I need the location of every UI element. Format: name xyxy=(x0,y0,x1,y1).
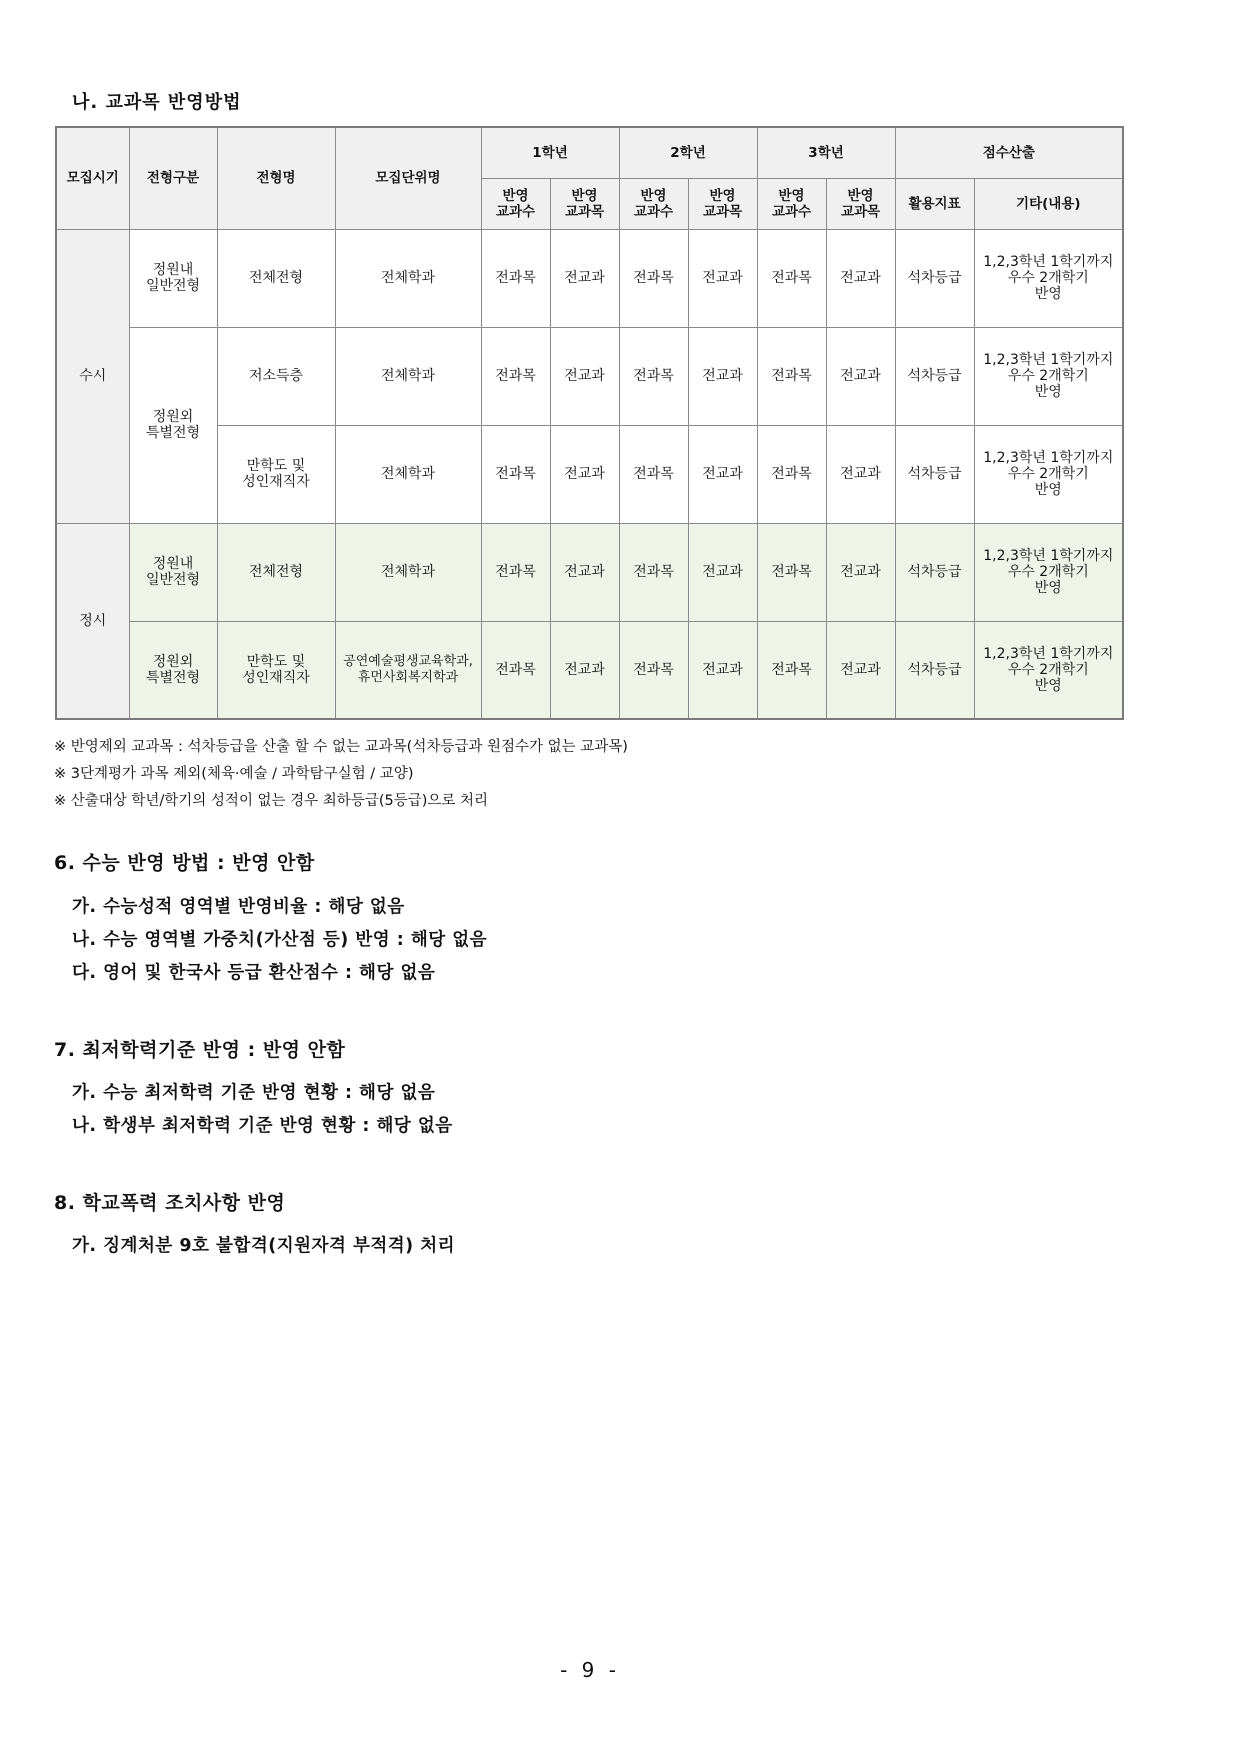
count-cell: 전과목 xyxy=(619,523,688,621)
count-cell: 전과목 xyxy=(619,425,688,523)
page-number: - 9 - xyxy=(560,1658,620,1682)
subject-cell: 전교과 xyxy=(688,229,757,327)
note-line: ※ 산출대상 학년/학기의 성적이 없는 경우 최하등급(5등급)으로 처리 xyxy=(54,793,489,809)
table-row xyxy=(56,327,1123,425)
header-indicator: 활용지표 xyxy=(895,178,974,229)
count-cell: 전과목 xyxy=(481,523,550,621)
count-cell: 전과목 xyxy=(757,425,826,523)
header-subject-2: 반영 교과목 xyxy=(688,178,757,229)
subject-cell: 전교과 xyxy=(550,523,619,621)
subject-cell: 전교과 xyxy=(550,621,619,719)
table-row xyxy=(56,425,1123,523)
header-count-3: 반영 교과수 xyxy=(757,178,826,229)
name-cell: 만학도 및 성인재직자 xyxy=(217,621,335,719)
indicator-cell: 석차등급 xyxy=(895,621,974,719)
count-cell: 전과목 xyxy=(619,621,688,719)
table-notes xyxy=(54,734,628,815)
period-cell: 수시 xyxy=(56,229,129,523)
subject-cell: 전교과 xyxy=(550,425,619,523)
header-grade3: 3학년 xyxy=(757,127,895,178)
other-cell: 1,2,3학년 1학기까지 우수 2개학기 반영 xyxy=(974,523,1123,621)
section-8-title: 8. 학교폭력 조치사항 반영 xyxy=(54,1192,286,1214)
header-period: 모집시기 xyxy=(56,127,129,229)
other-cell: 1,2,3학년 1학기까지 우수 2개학기 반영 xyxy=(974,621,1123,719)
header-count-2: 반영 교과수 xyxy=(619,178,688,229)
header-name: 전형명 xyxy=(217,127,335,229)
count-cell: 전과목 xyxy=(757,327,826,425)
section-6-title: 6. 수능 반영 방법 : 반영 안함 xyxy=(54,852,315,874)
table-row xyxy=(56,621,1123,719)
header-category: 전형구분 xyxy=(129,127,217,229)
other-cell: 1,2,3학년 1학기까지 우수 2개학기 반영 xyxy=(974,425,1123,523)
subject-cell: 전교과 xyxy=(550,229,619,327)
subsection-title: 나. 교과목 반영방법 xyxy=(72,92,242,113)
subject-cell: 전교과 xyxy=(826,621,895,719)
count-cell: 전과목 xyxy=(757,523,826,621)
section-6-item: 나. 수능 영역별 가중치(가산점 등) 반영 : 해당 없음 xyxy=(72,930,488,950)
category-cell: 정원내 일반전형 xyxy=(129,229,217,327)
name-cell: 만학도 및 성인재직자 xyxy=(217,425,335,523)
unit-cell: 전체학과 xyxy=(335,229,481,327)
note-line: ※ 3단계평가 과목 제외(체육·예술 / 과학탐구실험 / 교양) xyxy=(54,766,414,782)
count-cell: 전과목 xyxy=(481,327,550,425)
category-cell: 정원외 특별전형 xyxy=(129,327,217,523)
category-cell: 정원내 일반전형 xyxy=(129,523,217,621)
category-cell: 정원외 특별전형 xyxy=(129,621,217,719)
note-line: ※ 반영제외 교과목 : 석차등급을 산출 할 수 없는 교과목(석차등급과 원점수가 없는 교과목) xyxy=(54,739,628,755)
section-7-title: 7. 최저학력기준 반영 : 반영 안함 xyxy=(54,1039,346,1061)
subject-reflection-table xyxy=(55,126,1124,720)
subject-cell: 전교과 xyxy=(826,523,895,621)
other-cell: 1,2,3학년 1학기까지 우수 2개학기 반영 xyxy=(974,229,1123,327)
count-cell: 전과목 xyxy=(481,229,550,327)
section-8-item: 가. 징계처분 9호 불합격(지원자격 부적격) 처리 xyxy=(72,1236,456,1256)
count-cell: 전과목 xyxy=(757,229,826,327)
unit-cell: 전체학과 xyxy=(335,327,481,425)
header-grade1: 1학년 xyxy=(481,127,619,178)
subject-cell: 전교과 xyxy=(688,327,757,425)
name-cell: 전체전형 xyxy=(217,229,335,327)
indicator-cell: 석차등급 xyxy=(895,327,974,425)
name-cell: 전체전형 xyxy=(217,523,335,621)
count-cell: 전과목 xyxy=(757,621,826,719)
count-cell: 전과목 xyxy=(619,327,688,425)
header-subject-3: 반영 교과목 xyxy=(826,178,895,229)
unit-cell: 전체학과 xyxy=(335,523,481,621)
subject-cell: 전교과 xyxy=(826,425,895,523)
header-score: 점수산출 xyxy=(895,127,1123,178)
unit-cell: 공연예술평생교육학과, 휴먼사회복지학과 xyxy=(335,621,481,719)
header-subject-1: 반영 교과목 xyxy=(550,178,619,229)
table-row xyxy=(56,229,1123,327)
other-cell: 1,2,3학년 1학기까지 우수 2개학기 반영 xyxy=(974,327,1123,425)
period-cell: 정시 xyxy=(56,523,129,719)
table-row xyxy=(56,523,1123,621)
section-6-item: 다. 영어 및 한국사 등급 환산점수 : 해당 없음 xyxy=(72,963,436,983)
header-grade2: 2학년 xyxy=(619,127,757,178)
count-cell: 전과목 xyxy=(481,621,550,719)
count-cell: 전과목 xyxy=(619,229,688,327)
subject-cell: 전교과 xyxy=(826,327,895,425)
indicator-cell: 석차등급 xyxy=(895,523,974,621)
section-6-item: 가. 수능성적 영역별 반영비율 : 해당 없음 xyxy=(72,897,405,917)
name-cell: 저소득층 xyxy=(217,327,335,425)
indicator-cell: 석차등급 xyxy=(895,425,974,523)
unit-cell: 전체학과 xyxy=(335,425,481,523)
subject-cell: 전교과 xyxy=(688,425,757,523)
subject-cell: 전교과 xyxy=(688,523,757,621)
section-7-item: 가. 수능 최저학력 기준 반영 현황 : 해당 없음 xyxy=(72,1083,436,1103)
count-cell: 전과목 xyxy=(481,425,550,523)
header-unit: 모집단위명 xyxy=(335,127,481,229)
subject-cell: 전교과 xyxy=(826,229,895,327)
header-count-1: 반영 교과수 xyxy=(481,178,550,229)
subject-cell: 전교과 xyxy=(550,327,619,425)
subject-cell: 전교과 xyxy=(688,621,757,719)
header-other: 기타(내용) xyxy=(974,178,1123,229)
indicator-cell: 석차등급 xyxy=(895,229,974,327)
section-7-item: 나. 학생부 최저학력 기준 반영 현황 : 해당 없음 xyxy=(72,1116,453,1136)
